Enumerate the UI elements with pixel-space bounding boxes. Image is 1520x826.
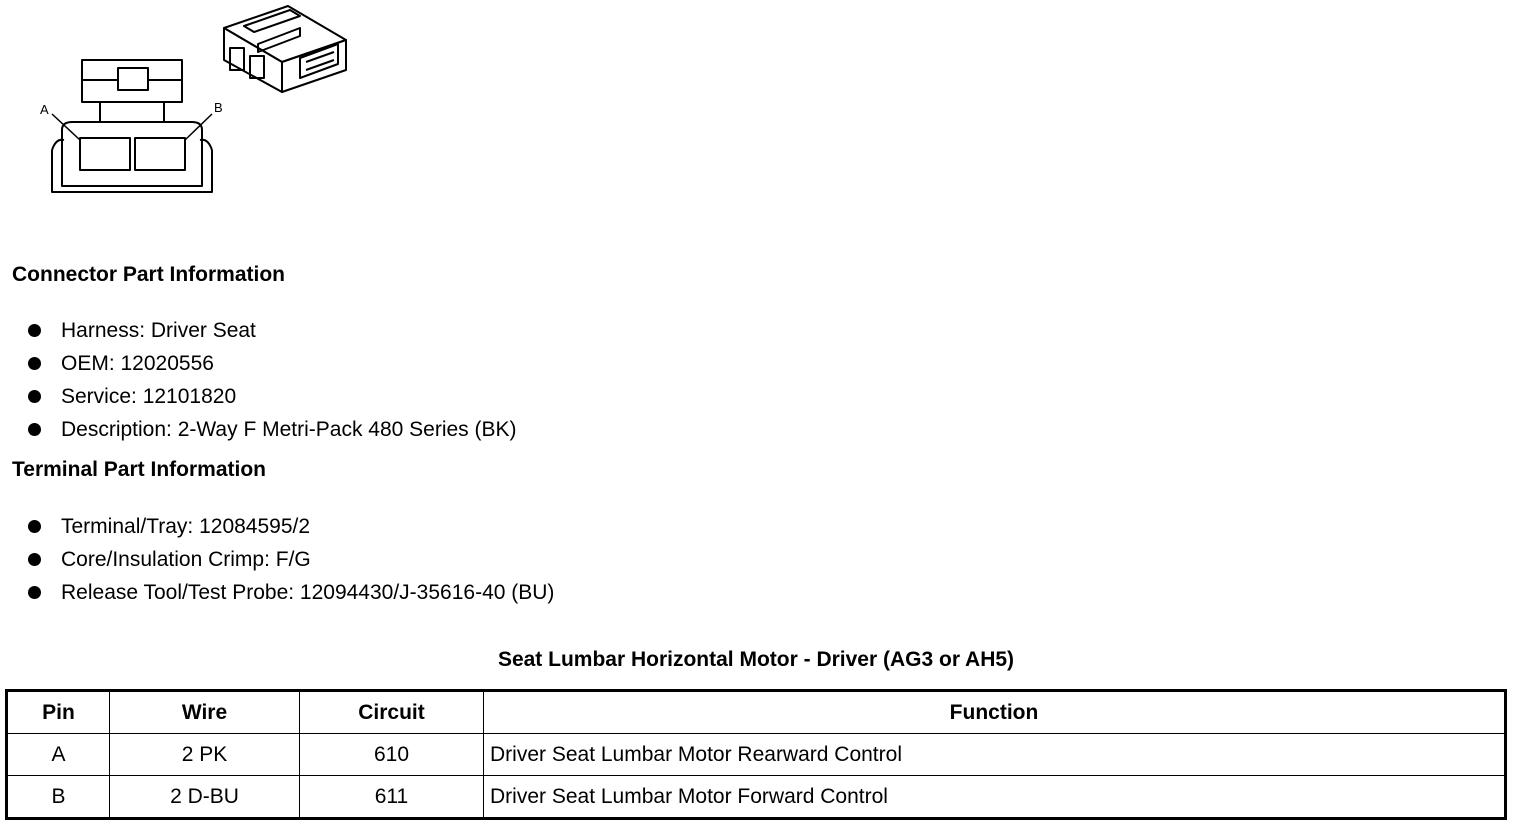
cell-circuit: 610: [300, 734, 484, 776]
table-row: [7, 734, 1506, 776]
list-item-text: Harness: Driver Seat: [61, 319, 256, 342]
list-item: [28, 510, 554, 543]
header-pin: Pin: [7, 691, 110, 734]
connector-drawing: [0, 0, 400, 230]
list-item: [28, 380, 517, 413]
pin-table: [5, 689, 1507, 820]
header-function: Function: [484, 691, 1506, 734]
table-row: [7, 776, 1506, 819]
bullet-icon: [28, 324, 41, 337]
bullet-icon: [28, 357, 41, 370]
list-item-text: Release Tool/Test Probe: 12094430/J-35616-40 (BU): [61, 581, 555, 604]
pin-b-label: B: [214, 100, 223, 115]
bullet-icon: [28, 553, 41, 566]
terminal-info-heading: Terminal Part Information: [12, 458, 266, 481]
list-item: [28, 347, 517, 380]
pin-table-title: Seat Lumbar Horizontal Motor - Driver (AG3 or AH5): [497, 648, 1015, 671]
connector-info-heading: Connector Part Information: [12, 263, 286, 286]
cell-pin: A: [7, 734, 110, 776]
cell-wire: 2 PK: [110, 734, 300, 776]
list-item: [28, 413, 517, 446]
list-item-text: OEM: 12020556: [61, 352, 214, 375]
pin-a-label: A: [40, 102, 49, 117]
list-item-text: Description: 2-Way F Metri-Pack 480 Series (BK): [61, 418, 517, 441]
cell-pin: B: [7, 776, 110, 819]
cell-function: Driver Seat Lumbar Motor Rearward Control: [484, 734, 1506, 776]
list-item-text: Core/Insulation Crimp: F/G: [61, 548, 311, 571]
connector-info-list: [28, 314, 517, 446]
header-circuit: Circuit: [300, 691, 484, 734]
connector-isometric-view: [224, 6, 346, 92]
cell-function: Driver Seat Lumbar Motor Forward Control: [484, 776, 1506, 819]
bullet-icon: [28, 390, 41, 403]
cell-circuit: 611: [300, 776, 484, 819]
bullet-icon: [28, 520, 41, 533]
list-item-text: Terminal/Tray: 12084595/2: [61, 515, 311, 538]
connector-front-view: [52, 60, 212, 192]
bullet-icon: [28, 586, 41, 599]
list-item: [28, 543, 554, 576]
list-item-text: Service: 12101820: [61, 385, 237, 408]
table-header-row: [7, 691, 1506, 734]
list-item: [28, 314, 517, 347]
header-wire: Wire: [110, 691, 300, 734]
bullet-icon: [28, 423, 41, 436]
list-item: [28, 576, 554, 609]
cell-wire: 2 D-BU: [110, 776, 300, 819]
terminal-info-list: [28, 510, 554, 609]
